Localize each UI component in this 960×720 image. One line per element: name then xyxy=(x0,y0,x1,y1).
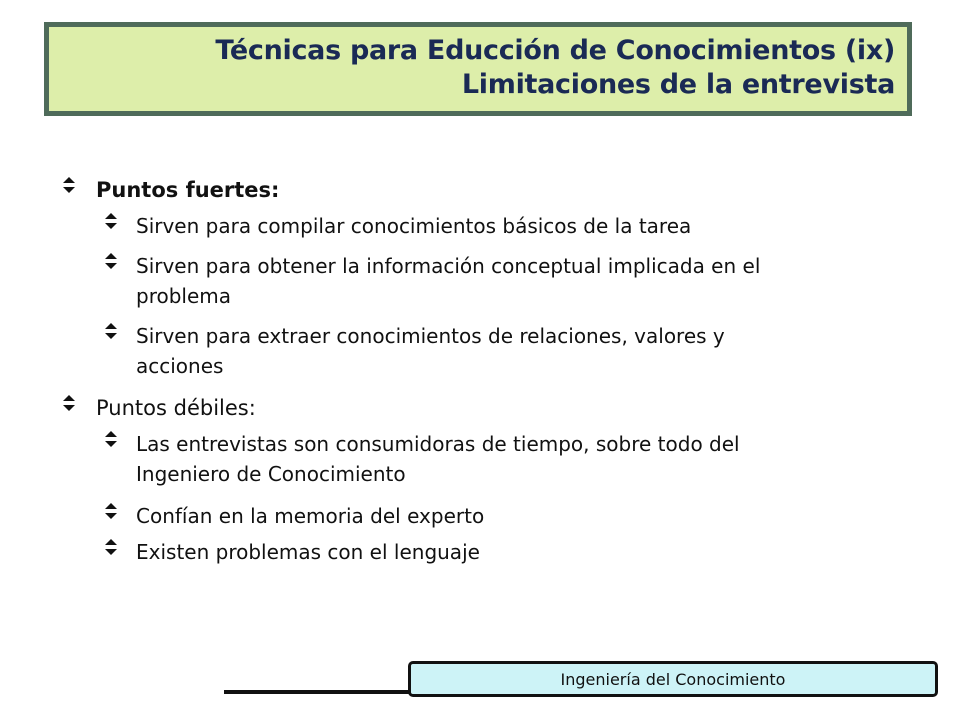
footer-box xyxy=(408,661,938,697)
footer-rule xyxy=(224,690,424,694)
bullet-strengths-heading xyxy=(62,176,922,206)
up-down-arrows-icon xyxy=(62,394,76,412)
bullet-text-line2: Ingeniero de Conocimiento xyxy=(136,462,406,486)
up-down-arrows-icon xyxy=(104,430,118,448)
bullet-text: Sirven para compilar conocimientos básicos de la tarea xyxy=(136,214,692,238)
bullet-item xyxy=(104,502,924,532)
bullet-text-line2: acciones xyxy=(136,354,224,378)
slide-title: Técnicas para Educción de Conocimientos (ix) xyxy=(215,35,895,66)
bullet-text-line1: Sirven para extraer conocimientos de relaciones, valores y xyxy=(136,324,725,348)
slide-subtitle: Limitaciones de la entrevista xyxy=(461,69,895,100)
bullet-text-line1: Sirven para obtener la información conceptual implicada en el xyxy=(136,254,761,278)
bullet-text: Existen problemas con el lenguaje xyxy=(136,540,480,564)
footer-label: Ingeniería del Conocimiento xyxy=(560,669,786,689)
up-down-arrows-icon xyxy=(104,212,118,230)
up-down-arrows-icon xyxy=(62,176,76,194)
bullet-item xyxy=(104,252,924,312)
bullet-item xyxy=(104,322,924,382)
bullet-text: Confían en la memoria del experto xyxy=(136,504,485,528)
bullet-text: Puntos fuertes: xyxy=(96,178,280,202)
bullet-text-line2: problema xyxy=(136,284,232,308)
bullet-weaknesses-heading xyxy=(62,394,922,424)
up-down-arrows-icon xyxy=(104,322,118,340)
bullet-text: Puntos débiles: xyxy=(96,396,256,420)
bullet-text-line1: Las entrevistas son consumidoras de tiempo, sobre todo del xyxy=(136,432,740,456)
up-down-arrows-icon xyxy=(104,502,118,520)
up-down-arrows-icon xyxy=(104,252,118,270)
up-down-arrows-icon xyxy=(104,538,118,556)
bullet-item xyxy=(104,430,924,490)
bullet-item xyxy=(104,212,924,242)
bullet-item xyxy=(104,538,924,568)
